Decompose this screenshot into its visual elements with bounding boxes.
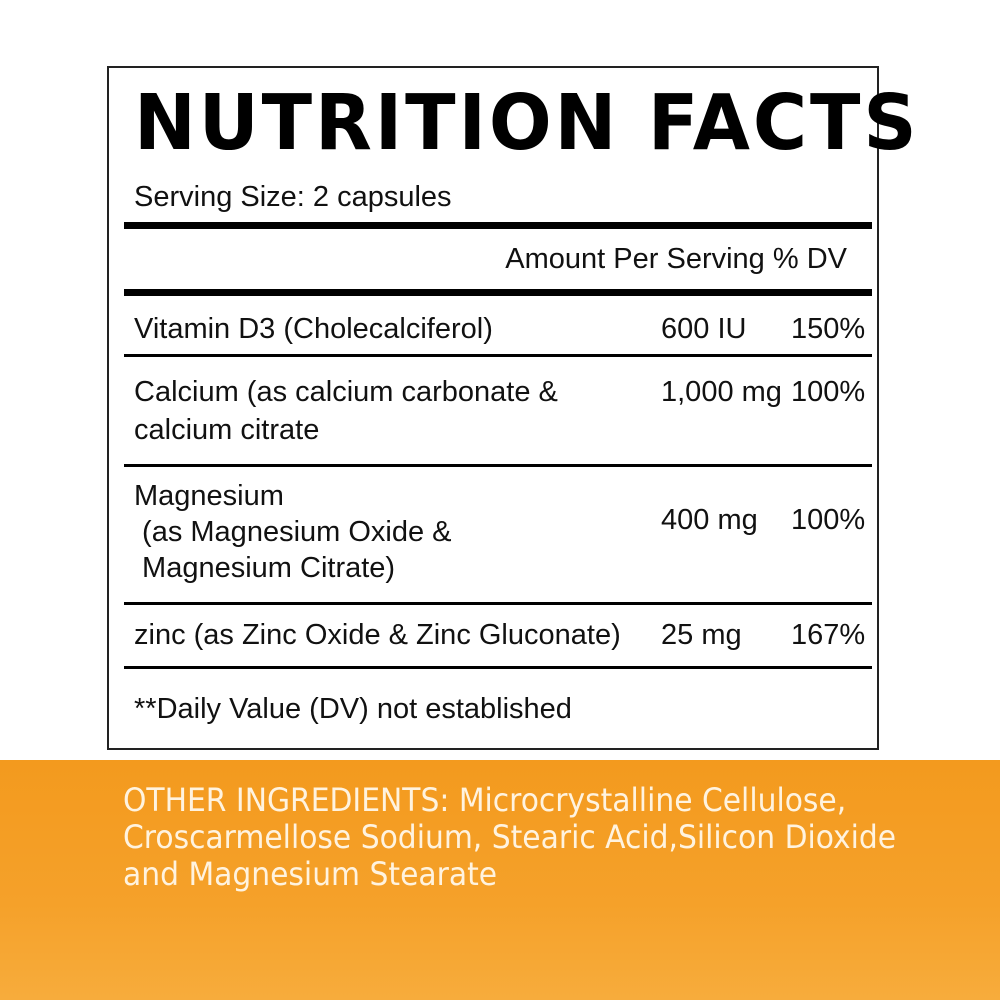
other-ingredients-text [123, 782, 923, 893]
daily-value-footnote: **Daily Value (DV) not established [134, 693, 572, 725]
nutrient-amount: 25 mg [661, 619, 742, 651]
divider-thin [124, 464, 872, 467]
panel-title: NUTRITION FACTS [134, 79, 920, 168]
nutrient-dv: 100% [791, 504, 866, 536]
nutrient-name: (as Magnesium Oxide & [134, 516, 452, 548]
nutrient-dv: 100% [791, 376, 866, 408]
nutrient-name: Vitamin D3 (Cholecalciferol) [134, 313, 493, 345]
nutrient-dv: 167% [791, 619, 866, 651]
nutrient-dv: 150% [791, 313, 866, 345]
divider-thick [124, 289, 872, 296]
nutrient-name: Magnesium Citrate) [134, 552, 396, 584]
nutrient-name: Calcium (as calcium carbonate & [134, 376, 558, 408]
nutrient-name: Magnesium [134, 480, 284, 512]
other-ingredients-line: OTHER INGREDIENTS: Microcrystalline Cellulose, [123, 781, 847, 819]
nutrition-facts-panel [107, 66, 920, 750]
divider-thin [124, 602, 872, 605]
nutrient-name: calcium citrate [134, 414, 320, 446]
other-ingredients-band [0, 760, 1000, 1000]
nutrient-name: zinc (as Zinc Oxide & Zinc Gluconate) [134, 619, 621, 651]
other-ingredients-line: and Magnesium Stearate [123, 855, 498, 893]
nutrient-amount: 1,000 mg [661, 376, 782, 408]
nutrient-amount: 600 IU [661, 313, 747, 345]
divider-thin [124, 354, 872, 357]
serving-size: Serving Size: 2 capsules [134, 181, 452, 213]
column-header: Amount Per Serving % DV [505, 243, 847, 275]
divider-thin [124, 666, 872, 669]
other-ingredients-line: Croscarmellose Sodium, Stearic Acid,Silicon Dioxide [123, 818, 897, 856]
nutrient-amount: 400 mg [661, 504, 758, 536]
divider-thick [124, 222, 872, 229]
